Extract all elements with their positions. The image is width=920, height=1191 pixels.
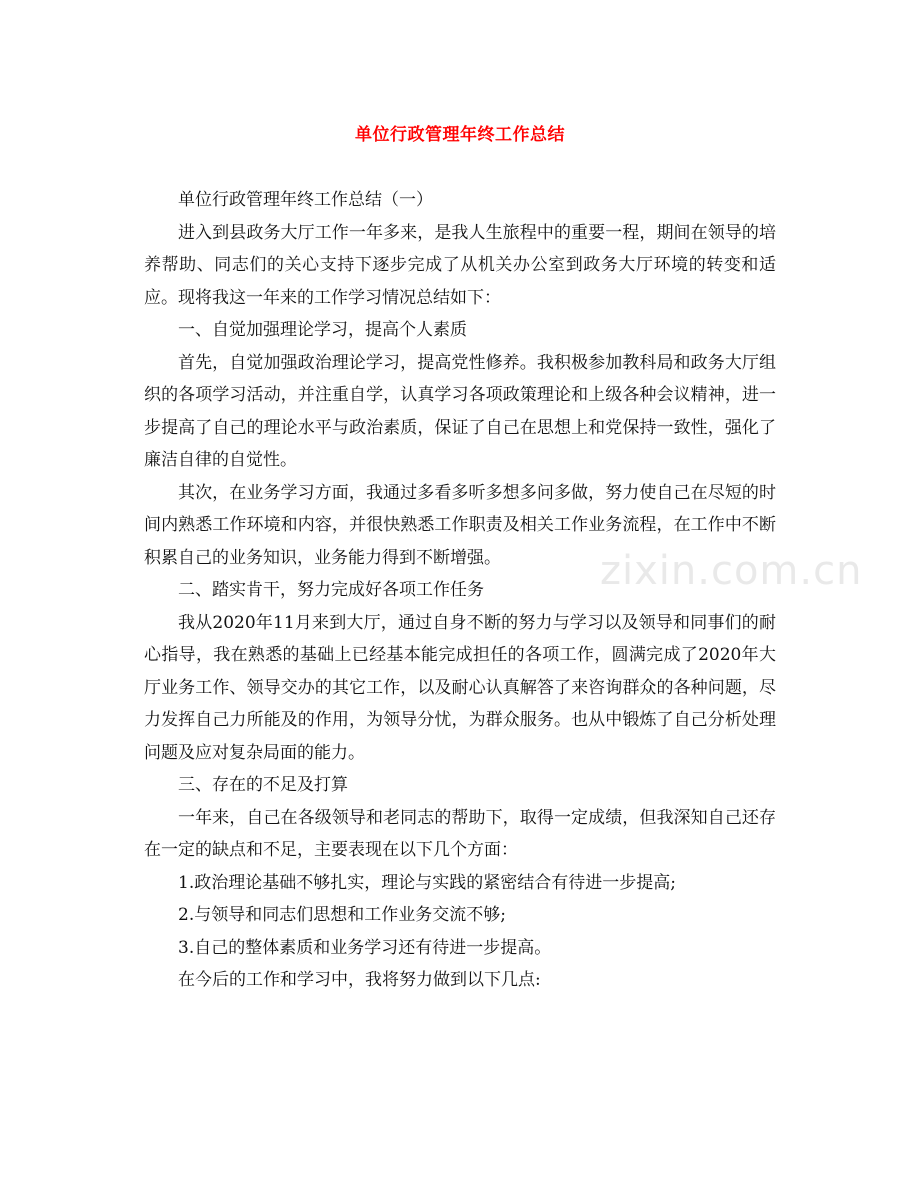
section-heading-1: 一、自觉加强理论学习，提高个人素质 — [178, 320, 467, 340]
paragraph: 其次，在业务学习方面，我通过多看多听多想多问多做，努力使自己在尽短的时间内熟悉工作环境和内容，并很快熟悉工作职责及相关工作业务流程，在工作中不断积累自己的业务知识，业务能力得到不断增强。 — [144, 482, 776, 568]
paragraph: 首先，自觉加强政治理论学习，提高党性修养。我积极参加教科局和政务大厅组织的各项学习活动，并注重自学，认真学习各项政策理论和上级各种会议精神，进一步提高了自己的理论水平与政治素质，保证了自己在思想上和党保持一致性，强化了廉洁自律的自觉性。 — [144, 352, 776, 470]
document-title: 单位行政管理年终工作总结 — [355, 125, 565, 145]
paragraph: 我从2020年11月来到大厅，通过自身不断的努力与学习以及领导和同事们的耐心指导，我在熟悉的基础上已经基本能完成担任的各项工作，圆满完成了2020年大厅业务工作、领导交办的其它工作，以及耐心认真解答了来咨询群众的各种问题，尽力发挥自己力所能及的作用，为领导分忧，为群众服务。也从中锻炼了自己分析处理问题及应对复杂局面的能力。 — [144, 612, 776, 763]
section-heading-2: 二、踏实肯干，努力完成好各项工作任务 — [178, 580, 484, 600]
paragraph: 一年来，自己在各级领导和老同志的帮助下，取得一定成绩，但我深知自己还存在一定的缺点和不足，主要表现在以下几个方面： — [144, 807, 776, 860]
document-body — [144, 184, 776, 997]
paragraph: 在今后的工作和学习中，我将努力做到以下几点: — [178, 970, 541, 990]
watermark: zixin.com.cn — [600, 548, 863, 594]
list-item: 2.与领导和同志们思想和工作业务交流不够; — [178, 905, 506, 925]
paragraph-intro: 进入到县政务大厅工作一年多来，是我人生旅程中的重要一程，期间在领导的培养帮助、同志们的关心支持下逐步完成了从机关办公室到政务大厅环境的转变和适应。现将我这一年来的工作学习情况总结如下： — [144, 222, 776, 308]
list-item: 3.自己的整体素质和业务学习还有待进一步提高。 — [178, 937, 552, 958]
list-item: 1.政治理论基础不够扎实，理论与实践的紧密结合有待进一步提高; — [178, 872, 676, 893]
section-heading-3: 三、存在的不足及打算 — [178, 775, 348, 795]
subtitle: 单位行政管理年终工作总结（一） — [178, 190, 433, 210]
